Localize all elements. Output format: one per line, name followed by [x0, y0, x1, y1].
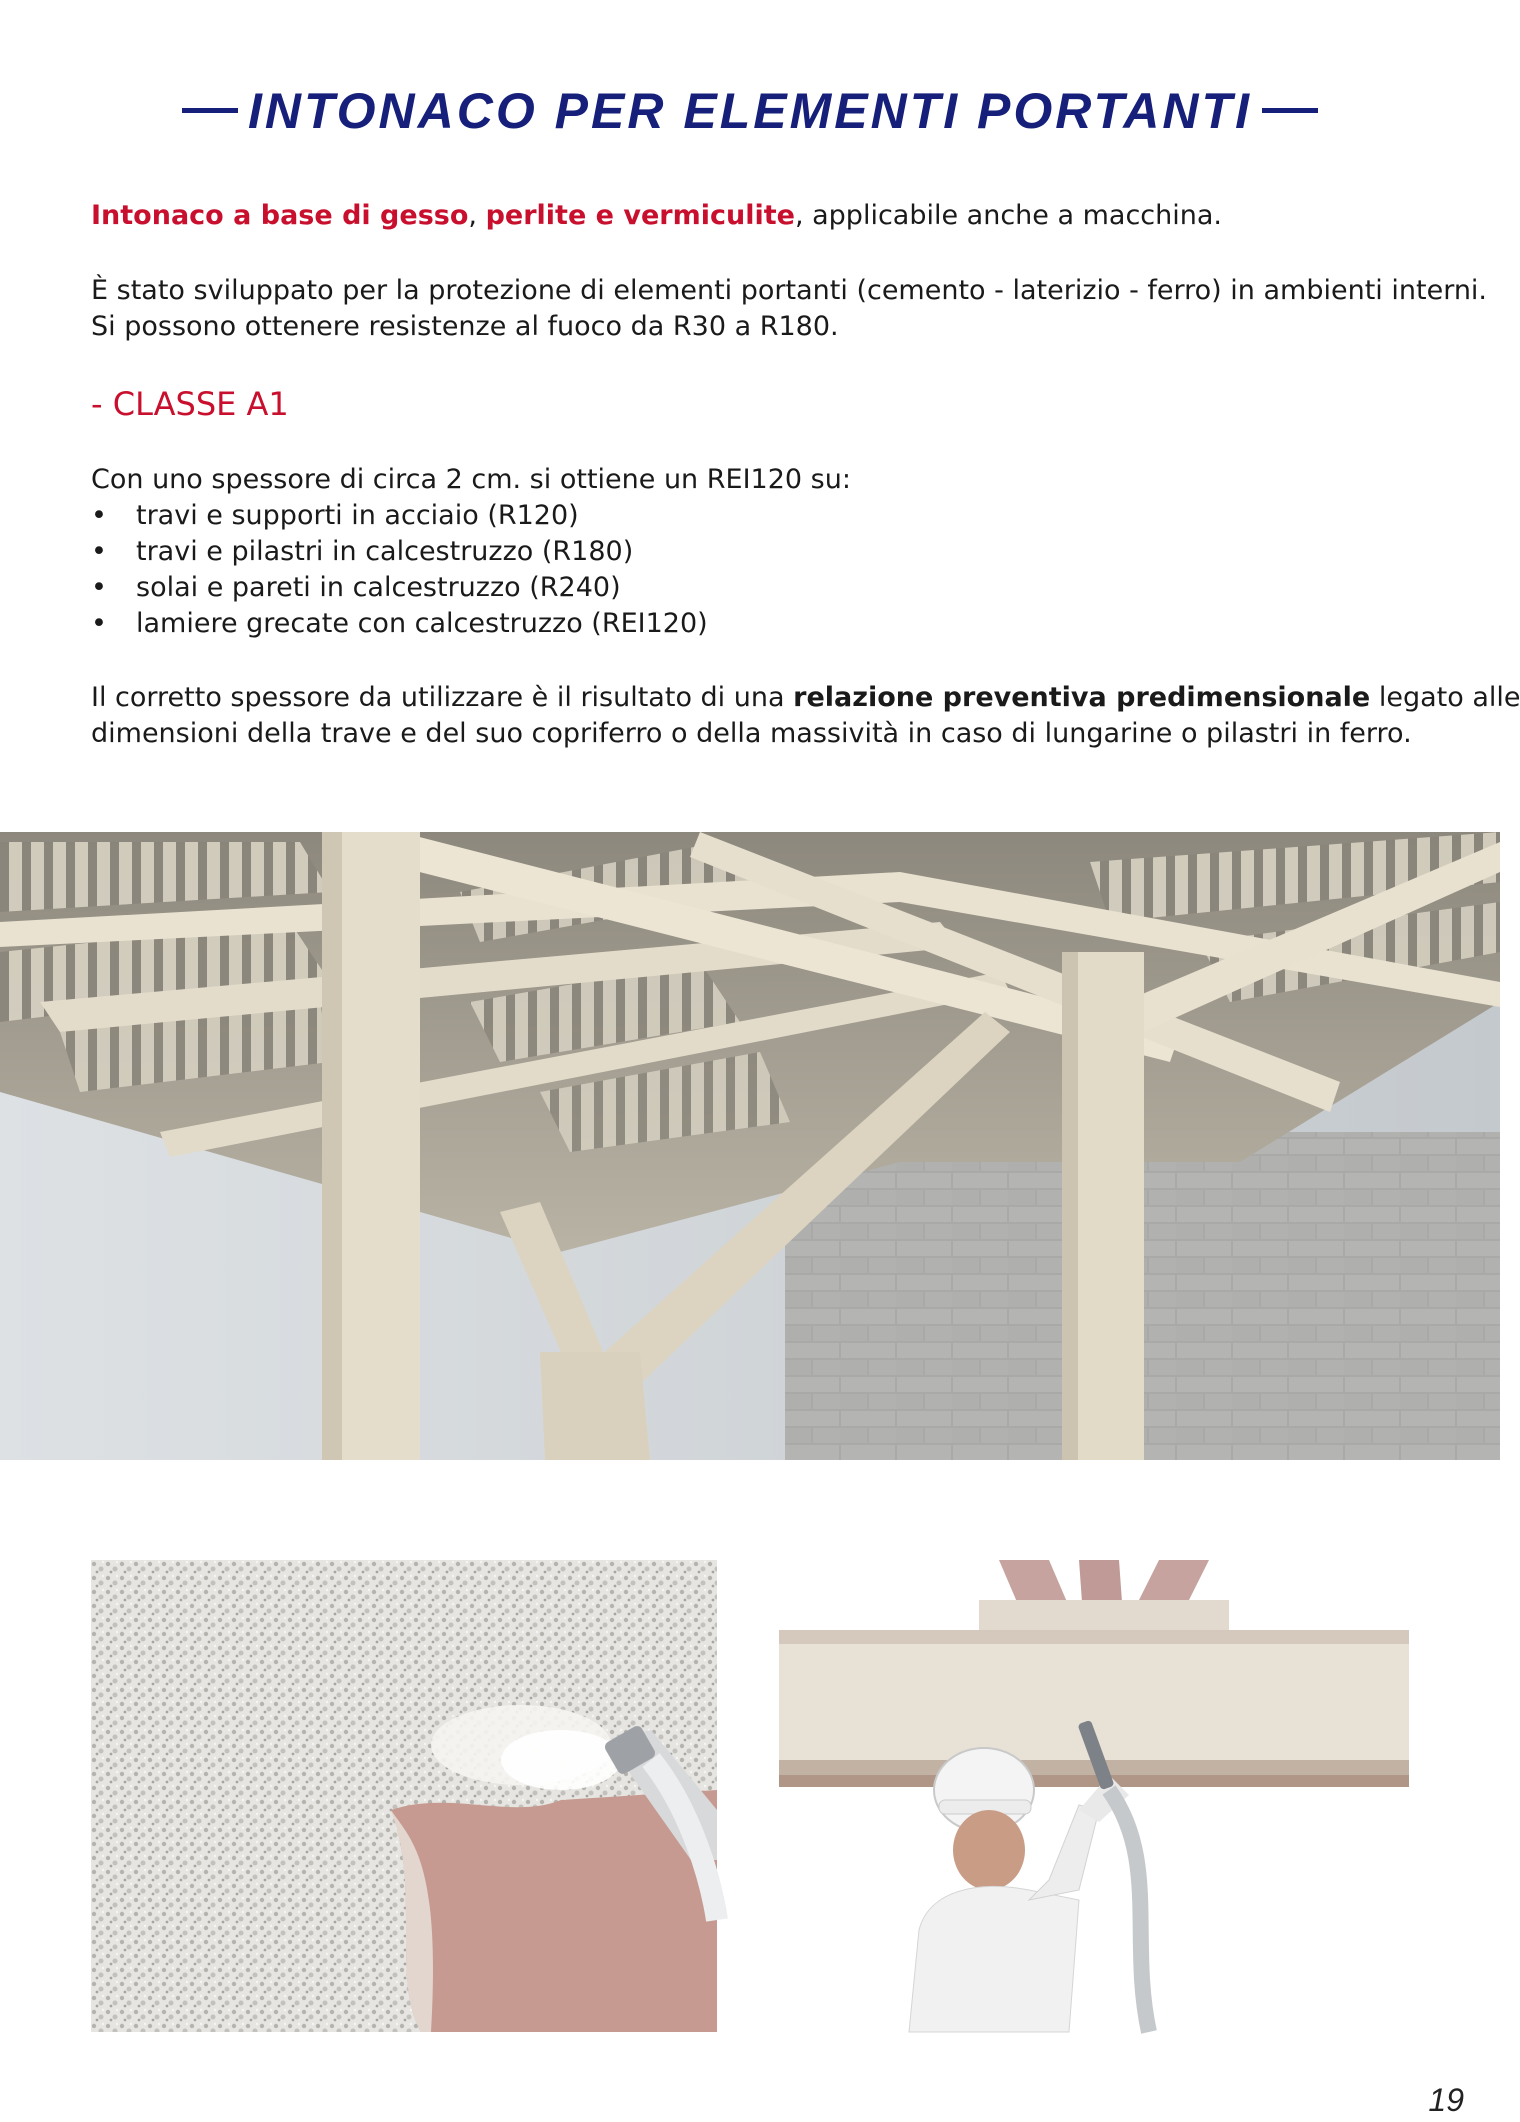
intro-highlight-perlite: perlite e vermiculite: [485, 200, 795, 231]
spessore-list: [91, 498, 1421, 642]
conclusion-line-1: [91, 680, 1520, 716]
list-item: • travi e pilastri in calcestruzzo (R180): [91, 534, 1421, 570]
classe-heading: - CLASSE A1: [91, 385, 289, 423]
page-title: [0, 82, 1500, 140]
conclusion-bold: relazione preventiva predimensionale: [793, 682, 1371, 713]
spray-texture-photo: [91, 1560, 717, 2032]
title-dash-right: [1262, 108, 1318, 113]
conclusion-line-2: dimensioni della trave e del suo copriferro o della massività in caso di lungarine o pilastri in ferro.: [91, 718, 1412, 749]
spessore-section: [91, 462, 1421, 642]
conclusion-before: Il corretto spessore da utilizzare è il risultato di una: [91, 682, 794, 713]
structure-photo: [0, 832, 1500, 1460]
list-item: • lamiere grecate con calcestruzzo (REI120): [91, 606, 1421, 642]
intro-paragraph: [91, 198, 1421, 234]
page-number: 19: [1428, 2082, 1464, 2118]
list-item: • travi e supporti in acciaio (R120): [91, 498, 1421, 534]
page-title-text: INTONACO PER ELEMENTI PORTANTI: [248, 83, 1252, 139]
description-line-2: Si possono ottenere resistenze al fuoco da R30 a R180.: [91, 311, 839, 342]
description-paragraph: [91, 273, 1488, 345]
intro-highlight-gesso: Intonaco a base di gesso: [91, 200, 469, 231]
conclusion-after: legato alle: [1370, 682, 1520, 713]
description-line-1: È stato sviluppato per la protezione di elementi portanti (cemento - laterizio - ferro) in ambienti interni.: [91, 275, 1488, 306]
conclusion-paragraph: [91, 680, 1520, 752]
intro-comma: ,: [468, 200, 477, 231]
title-dash-left: [182, 108, 238, 113]
worker-photo: [779, 1560, 1409, 2032]
spessore-lead: Con uno spessore di circa 2 cm. si ottiene un REI120 su:: [91, 464, 851, 495]
list-item: • solai e pareti in calcestruzzo (R240): [91, 570, 1421, 606]
intro-rest: , applicabile anche a macchina.: [794, 200, 1222, 231]
